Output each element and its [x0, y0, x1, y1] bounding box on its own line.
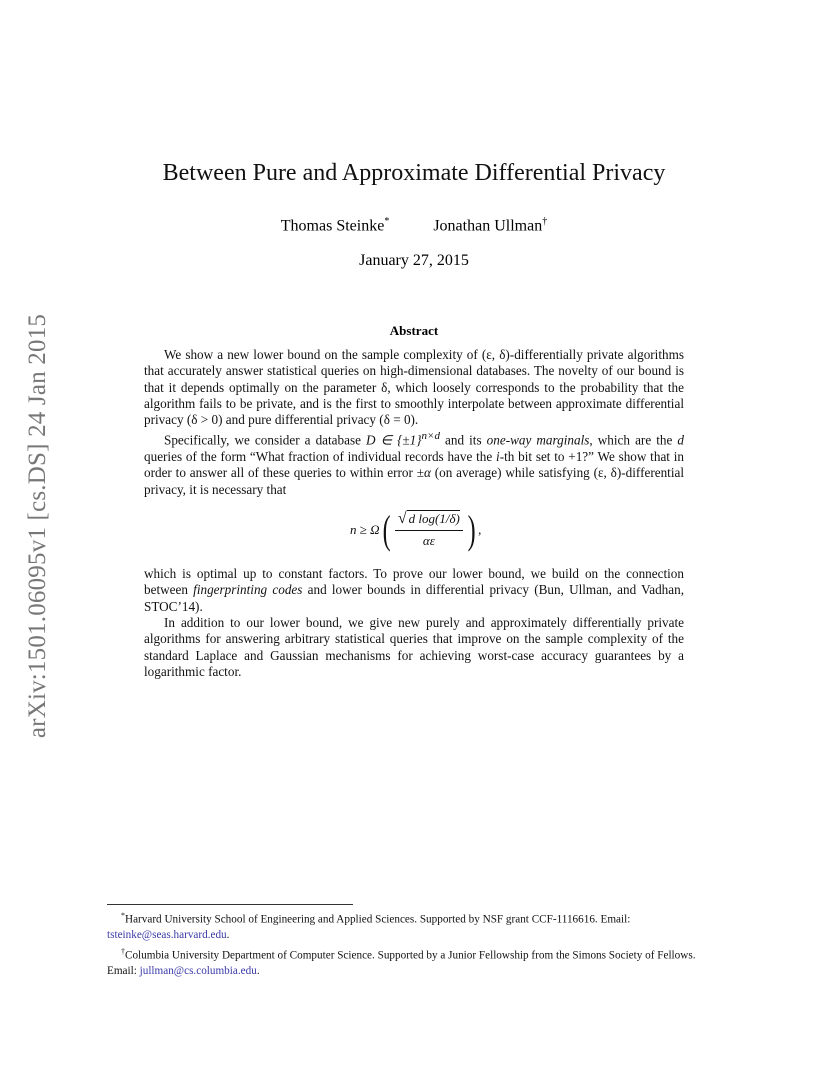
equation-comma: ,: [478, 521, 482, 537]
equation-denominator: αε: [422, 532, 435, 548]
abstract-paragraph-2: [144, 428, 684, 498]
p2-math-sup: n×d: [421, 430, 440, 443]
abstract-body: [144, 347, 684, 680]
p2-text-f: (on average) while satisfying (ε, δ)-differential privacy, it is necessary that: [144, 465, 685, 497]
footnote-2: [107, 944, 723, 980]
p2-text-e: -th bit set to +1?” We show that in order to answer all of these queries to within error ±: [144, 449, 684, 481]
p2-text-c: , which are the: [589, 432, 678, 448]
abstract-paragraph-3: [144, 566, 684, 615]
footnote-2-mark: †: [121, 946, 125, 956]
right-paren: ): [467, 507, 476, 553]
p2-math-i: i: [496, 449, 500, 465]
abstract-heading: Abstract: [389, 323, 439, 338]
author-2: [433, 216, 547, 235]
abstract-paragraph-4: In addition to our lower bound, we give new purely and approximately differentially private algorithms for answering arbitrary statistical queries that improve on the sample complexity of the standard Laplace and Gaussian mechanisms for achieving worst-case accuracy guarantees by a logarithmic factor.: [144, 614, 684, 679]
p2-text-d: queries of the form “What fraction of individual records have the: [144, 449, 497, 465]
footnote-2-end: .: [256, 964, 260, 977]
paper-date: January 27, 2015: [359, 252, 469, 269]
p2-math-d: d: [677, 432, 684, 448]
p2-math-alpha: α: [423, 465, 431, 481]
footnote-1-mark: *: [121, 911, 125, 920]
arxiv-stamp-text: arXiv:1501.06095v1 [cs.DS] 24 Jan 2015: [24, 313, 52, 739]
footnote-1-end: .: [226, 929, 230, 942]
paper-title: Between Pure and Approximate Differential Privacy: [162, 160, 666, 186]
author-2-name: Jonathan Ullman: [433, 217, 543, 235]
abstract-paragraph-1: We show a new lower bound on the sample complexity of (ε, δ)-differentially private algorithms that accurately answer statistical queries on high-dimensional databases. The novelty of our bound is that it depends optimally on the parameter δ, which loosely corresponds to the probability that the algorithm fails to be private, and is the first to smoothly interpolate between approximate differential privacy (δ > 0) and pure differential privacy (δ = 0).: [144, 347, 684, 428]
author-2-mark: †: [542, 216, 548, 227]
email-link-2[interactable]: jullman@cs.columbia.edu: [139, 964, 257, 977]
equation-lhs: n ≥ Ω: [350, 521, 380, 537]
author-1-mark: *: [384, 216, 390, 227]
p2-math-db: D ∈ {±1}: [366, 432, 422, 448]
left-paren: (: [382, 507, 391, 553]
email-link-1[interactable]: tsteinke@seas.harvard.edu: [107, 929, 227, 942]
sqrt-content: d log(1/δ): [408, 511, 460, 527]
p2-text-a: Specifically, we consider a database: [164, 432, 367, 448]
footnote-rule: [107, 904, 353, 905]
p3-emph: fingerprinting codes: [193, 582, 303, 598]
p3-text-b: and lower bounds in differential privacy (Bun, Ullman, and Vadhan, STOC’14).: [144, 582, 685, 614]
display-equation: [144, 504, 684, 562]
footnote-1-text: Harvard University School of Engineering and Applied Sciences. Supported by NSF grant CCF-1116616. Email:: [125, 913, 631, 926]
footnotes: [107, 908, 723, 979]
footnote-1: [107, 908, 723, 944]
p2-text-b: and its: [439, 432, 487, 448]
footnote-2-text: Columbia University Department of Computer Science. Supported by a Junior Fellowship from the Simons Society of Fellows. Email:: [107, 949, 696, 977]
author-list: [0, 216, 828, 235]
arxiv-stamp: [16, 292, 60, 760]
author-1-name: Thomas Steinke: [280, 217, 385, 235]
equation-numerator: [395, 511, 463, 530]
sqrt-symbol: √: [397, 510, 407, 528]
p2-emph: one-way marginals: [486, 432, 590, 448]
equation-fraction: [395, 511, 463, 549]
p3-text-a: which is optimal up to constant factors. To prove our lower bound, we build on the connection between: [144, 566, 684, 598]
author-1: [281, 216, 390, 235]
